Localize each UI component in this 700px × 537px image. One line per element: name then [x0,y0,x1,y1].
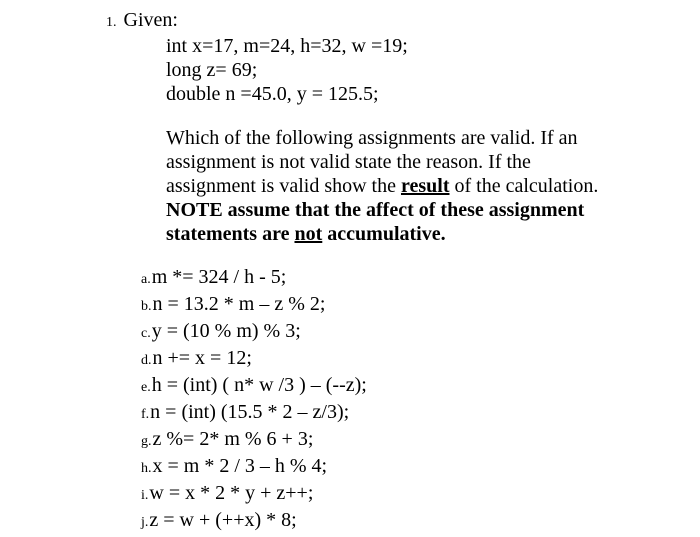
assignment-item-b [141,292,367,319]
item-expression: n = 13.2 * m – z % 2; [152,293,326,315]
assignment-item-d [141,346,367,373]
item-expression: y = (10 % m) % 3; [151,320,301,342]
item-letter: f. [141,407,150,422]
item-expression: x = m * 2 / 3 – h % 4; [152,455,328,477]
item-letter: a. [141,272,151,287]
assignment-list [141,265,367,535]
instructions-line-1: Which of the following assignments are valid. If an [166,127,578,149]
note-line-2 [166,222,636,246]
instructions-line-3-end: of the calculation. [449,175,599,197]
item-letter: b. [141,299,152,314]
assignment-item-c [141,319,367,346]
item-letter: j. [141,515,149,530]
assignment-item-i [141,481,367,508]
item-letter: h. [141,461,152,476]
note-line-2-end: accumulative. [322,223,446,245]
assignment-item-h [141,454,367,481]
item-expression: m *= 324 / h - 5; [151,266,287,288]
item-expression: z %= 2* m % 6 + 3; [152,428,314,450]
item-expression: z = w + (++x) * 8; [149,509,297,531]
assignment-item-j [141,508,367,535]
instructions-line-3 [166,174,636,198]
result-emphasis: result [400,175,450,197]
assignment-item-e [141,373,367,400]
question-title: Given: [123,9,178,31]
item-letter: i. [141,488,149,503]
item-expression: h = (int) ( n* w /3 ) – (--z); [151,374,367,396]
assignment-item-a [141,265,367,292]
assignment-item-f [141,400,367,427]
instructions-paragraph [166,126,636,246]
given-line-double: double n =45.0, y = 125.5; [166,83,379,105]
question-heading [106,8,178,35]
item-expression: w = x * 2 * y + z++; [149,482,314,504]
item-expression: n = (int) (15.5 * 2 – z/3); [150,401,350,423]
instructions-line-2: assignment is not valid state the reason. If the [166,151,531,173]
question-number: 1. [106,15,117,30]
note-line-2-start: statements are [166,223,295,245]
item-letter: d. [141,353,152,368]
item-letter: c. [141,326,151,341]
assignment-item-g [141,427,367,454]
item-expression: n += x = 12; [152,347,252,369]
item-letter: g. [141,434,152,449]
given-declarations [166,34,408,106]
not-emphasis: not [294,223,323,245]
note-line-1: NOTE assume that the affect of these assignment [166,199,585,221]
instructions-line-3-start: assignment is valid show the [166,175,401,197]
given-line-long: long z= 69; [166,59,258,81]
item-letter: e. [141,380,151,395]
given-line-int: int x=17, m=24, h=32, w =19; [166,35,408,57]
